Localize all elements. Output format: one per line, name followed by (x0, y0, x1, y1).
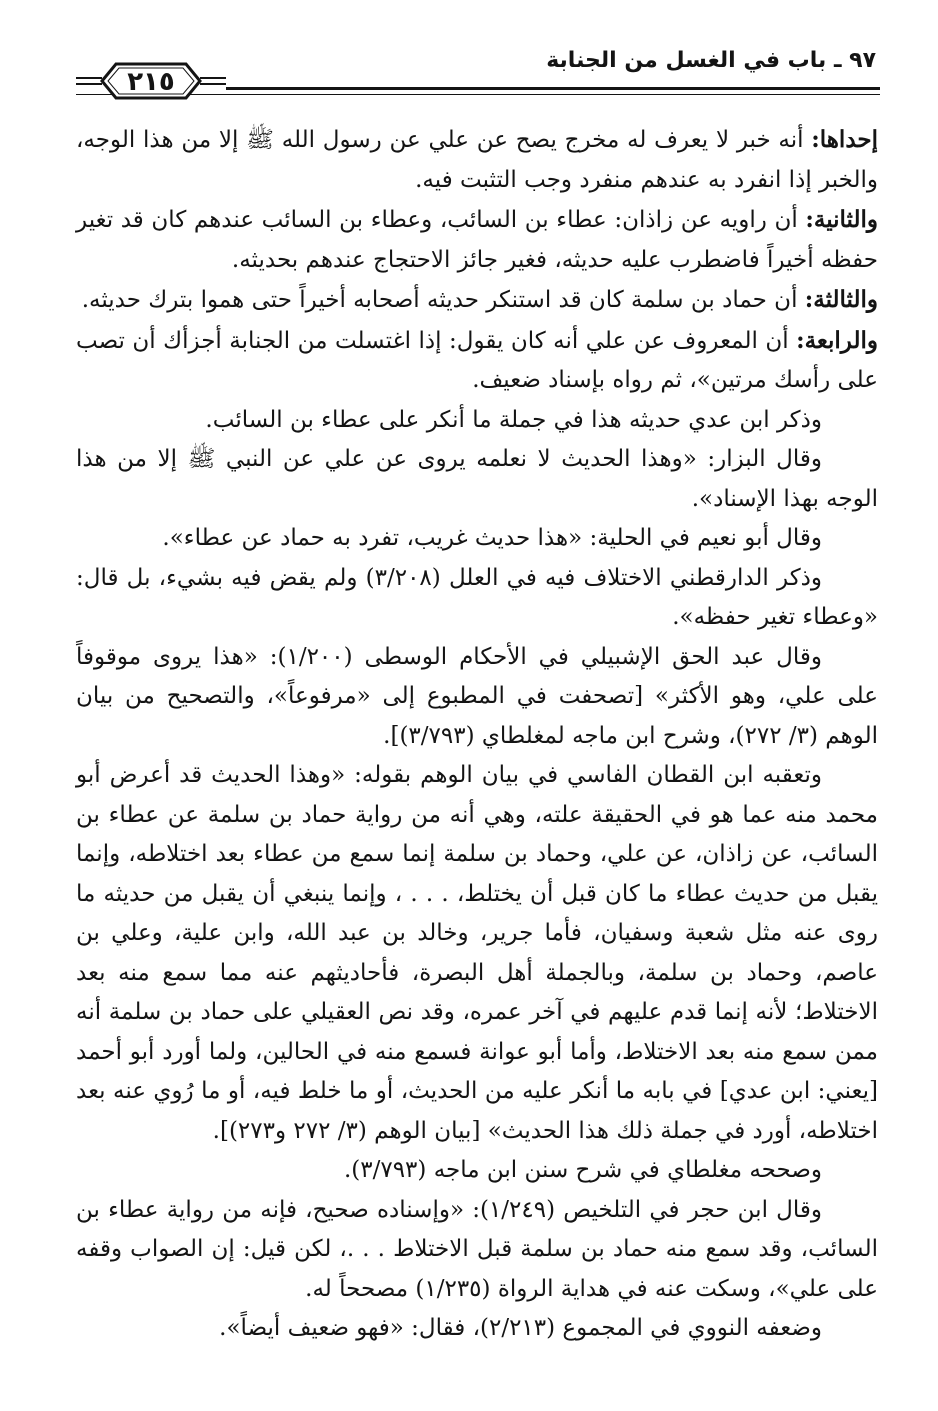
paragraph (76, 200, 878, 280)
paragraph-text: وقال البزار: «وهذا الحديث لا نعلمه يروى عن علي عن النبي ﷺ إلا من هذا الوجه بهذا الإسناد». (76, 446, 878, 512)
main-text (76, 120, 878, 1349)
paragraph-lead: والثانية: (805, 206, 878, 233)
paragraph-text: أن المعروف عن علي أنه كان يقول: إذا اغتسلت من الجنابة أجزأك أن تصب على رأسك مرتين»، ثم رواه بإسناد ضعيف. (76, 327, 878, 393)
paragraph (76, 401, 878, 441)
paragraph (76, 519, 878, 559)
paragraph (76, 120, 878, 200)
paragraph (76, 440, 878, 519)
paragraph-text: أنه خبر لا يعرف له مخرج يصح عن علي عن رسول الله ﷺ إلا من هذا الوجه، والخبر إذا انفرد به عندهم منفرد وجب التثبت فيه. (76, 127, 878, 193)
paragraph-text: أن حماد بن سلمة كان قد استنكر حديثه أصحابه أخيراً حتى هموا بترك حديثه. (81, 287, 805, 313)
page-header (76, 44, 880, 112)
paragraph (76, 1151, 878, 1191)
paragraph-lead: والرابعة: (796, 326, 878, 354)
paragraph-lead: والثالثة: (804, 286, 878, 313)
paragraph (76, 638, 878, 757)
paragraph-text: وصححه مغلطاي في شرح سنن ابن ماجه (٣/٧٩٣). (343, 1157, 822, 1183)
paragraph-text: وضعفه النووي في المجموع (٢/٢١٣)، فقال: «فهو ضعيف أيضاً». (219, 1315, 822, 1341)
paragraph-text: أن راويه عن زاذان: عطاء بن السائب، وعطاء بن السائب عندهم كان قد تغير حفظه أخيراً فاضطرب عليه حديثه، فغير جائز الاحتجاج عندهم بحديثه. (76, 207, 878, 273)
paragraph-text: وذكر الدارقطني الاختلاف فيه في العلل (٣/٢٠٨) ولم يقض فيه بشيء، بل قال: «وعطاء تغير حفظه». (76, 564, 878, 630)
paragraph-lead: إحداها: (811, 126, 878, 153)
paragraph (76, 756, 878, 1151)
page-number-ornament (76, 58, 226, 106)
paragraph (76, 321, 878, 401)
paragraph (76, 559, 878, 638)
paragraph-text: وقال أبو نعيم في الحلية: «هذا حديث غريب، تفرد به حماد عن عطاء». (162, 525, 822, 551)
paragraph (76, 1191, 878, 1310)
paragraph (76, 1309, 878, 1349)
paragraph-text: وقال عبد الحق الإشبيلي في الأحكام الوسطى (١/٢٠٠): «هذا يروى موقوفاً على علي، وهو الأكثر» [تصحفت في المطبوع إلى «مرفوعاً»، والتصحيح من بيان الوهم (٣/ ٢٧٢)، وشرح ابن ماجه لمغلطاي (٣/٧٩٣)]. (76, 643, 878, 749)
chapter-title: ٩٧ ـ باب في الغسل من الجنابة (546, 48, 876, 73)
paragraph-text: وقال ابن حجر في التلخيص (١/٢٤٩): «وإسناده صحيح، فإنه من رواية عطاء بن السائب، وقد سمع منه حماد بن سلمة قبل الاختلاط . . .، لكن قيل: إن الصواب وقفه على علي»، وسكت عنه في هداية الرواة (١/٢٣٥) مصححاً له. (76, 1196, 878, 1302)
paragraph-text: وتعقبه ابن القطان الفاسي في بيان الوهم بقوله: «وهذا الحديث قد أعرض أبو محمد منه عما هو في الحقيقة علته، وهي أنه من رواية حماد بن سلمة عن عطاء بن السائب، عن زاذان، عن علي، وحماد بن سلمة إنما سمع من عطاء بعد اختلاطه، وإنما يقبل من حديث عطاء ما كان قبل أن يختلط، . . . ، وإنما ينبغي أن يقبل من حديثه ما روى عنه مثل شعبة وسفيان، فأما جرير، وخالد بن عبد الله، وابن علية، وعلي بن عاصم، وحماد بن سلمة، وبالجملة أهل البصرة، فأحاديثهم عنه مما سمع منه بعد الاختلاط؛ لأنه إنما قدم عليهم في آخر عمره، وقد نص العقيلي على حماد بن سلمة أنه ممن سمع منه بعد الاختلاط، وأما أبو عوانة فسمع منه في الحالين، ولما أورد أبو أحمد [يعني: ابن عدي] في بابه ما أنكر عليه من الحديث، أو ما خلط فيه، أو ما رُوي عنه بعد اختلاطه، أورد في جملة ذلك هذا الحديث» [بيان الوهم (٣/ ٢٧٢ و٢٧٣)]. (76, 762, 878, 1144)
page-number: ٢١٥ (127, 67, 175, 97)
paragraph (76, 280, 878, 321)
paragraph-text: وذكر ابن عدي حديثه هذا في جملة ما أنكر على عطاء بن السائب. (205, 406, 822, 433)
